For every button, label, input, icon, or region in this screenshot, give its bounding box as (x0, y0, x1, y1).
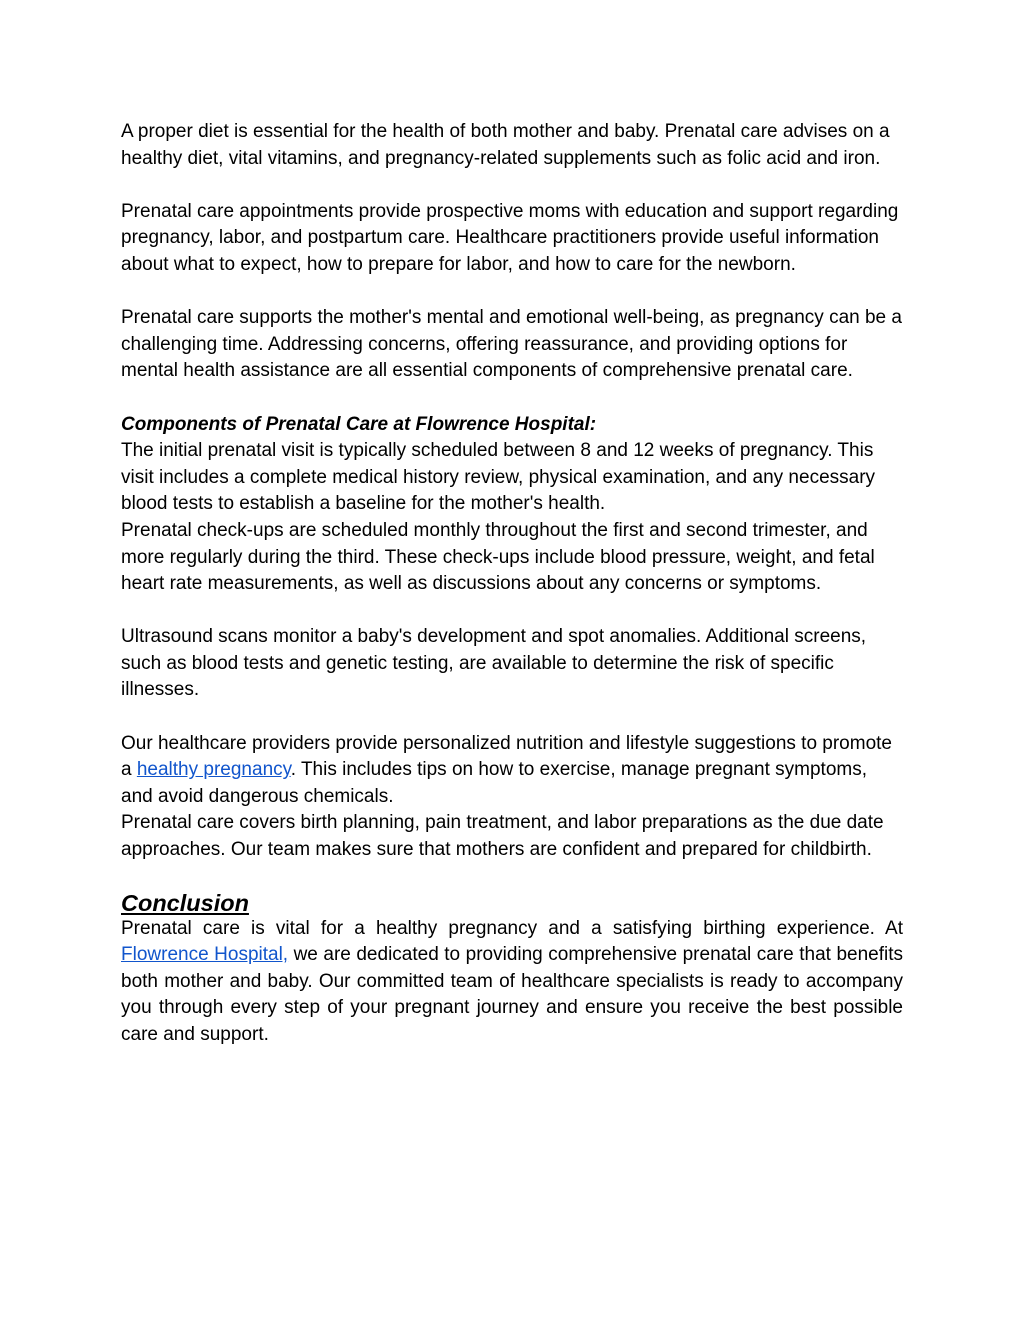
nutrition-text-after: . This includes tips on how to exercise, manage pregnant symptoms, and avoid dangerous chemicals. (121, 759, 868, 807)
paragraph-birth-planning: Prenatal care covers birth planning, pain treatment, and labor preparations as the due date approaches. Our team makes sure that mothers are confident and prepared for childbirth. (121, 812, 884, 861)
paragraph-conclusion (121, 916, 903, 1049)
paragraph-initial-visit: The initial prenatal visit is typically scheduled between 8 and 12 weeks of pregnancy. This visit includes a complete medical history review, physical examination, and any necessary blood tests to establish a baseline for the mother's health. (121, 440, 876, 515)
nutrition-text-before: Our healthcare providers provide personalized nutrition and lifestyle suggestions to promote a (121, 732, 892, 781)
conclusion-text-after: we are dedicated to providing comprehensive prenatal care that benefits both mother and baby. Our committed team of healthcare specialists is ready to accompany you through every step of your pregnant journey and ensure you receive the best possible care and support. (121, 944, 903, 1045)
healthy-pregnancy-link[interactable]: healthy pregnancy (136, 759, 291, 781)
conclusion-heading: Conclusion (121, 889, 249, 916)
spacer (121, 172, 903, 199)
document-page (121, 119, 903, 1049)
spacer (121, 598, 903, 625)
spacer (121, 704, 903, 731)
spacer (121, 385, 903, 412)
components-heading: Components of Prenatal Care at Flowrence Hospital: (121, 413, 597, 435)
conclusion-text-before: Prenatal care is vital for a healthy pregnancy and a satisfying birthing experience. At (121, 917, 903, 939)
paragraph-checkups: Prenatal check-ups are scheduled monthly throughout the first and second trimester, and more regularly during the third. These check-ups include blood pressure, weight, and fetal heart rate measurements, as well as discussions about any concerns or symptoms. (121, 519, 875, 595)
flowrence-hospital-link[interactable]: Flowrence Hospital, (121, 944, 289, 966)
paragraph-nutrition (121, 731, 903, 811)
paragraph-mental-health: Prenatal care supports the mother's mental and emotional well-being, as pregnancy can be a challenging time. Addressing concerns, offering reassurance, and providing options for mental health assistance are all essential components of comprehensive prenatal care. (121, 307, 902, 382)
paragraph-diet: A proper diet is essential for the health of both mother and baby. Prenatal care advises on a healthy diet, vital vitamins, and pregnancy-related supplements such as folic acid and iron. (121, 121, 890, 169)
paragraph-ultrasound: Ultrasound scans monitor a baby's development and spot anomalies. Additional screens, such as blood tests and genetic testing, are available to determine the risk of specific illnesses. (121, 626, 867, 701)
spacer (121, 279, 903, 306)
paragraph-education: Prenatal care appointments provide prospective moms with education and support regarding pregnancy, labor, and postpartum care. Healthcare practitioners provide useful information about what to expect, how to prepare for labor, and how to care for the newborn. (121, 200, 899, 275)
